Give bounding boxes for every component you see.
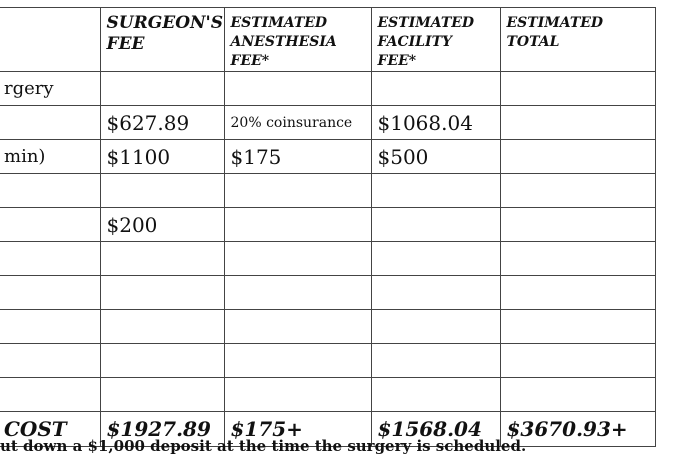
table-cell (500, 276, 655, 310)
deposit-note: ut down a $1,000 deposit at the time the surgery is scheduled. (0, 437, 527, 455)
table-cell: $1100 (100, 140, 224, 174)
table-cell (224, 344, 371, 378)
total-surgeon-fee: $1927.89 (100, 412, 224, 447)
table-cell (0, 310, 100, 344)
table-cell: rgery (0, 72, 100, 106)
header-cell (0, 8, 100, 72)
table-row (0, 72, 655, 106)
table-cell (100, 276, 224, 310)
header-cell: ESTIMATED FACILITY FEE* (371, 8, 500, 72)
table-cell: $200 (100, 208, 224, 242)
table-cell: min) (0, 140, 100, 174)
table-cell (500, 174, 655, 208)
table-cell (224, 310, 371, 344)
header-row (0, 8, 655, 72)
table-cell (224, 72, 371, 106)
fee-estimate-table (0, 7, 656, 447)
table-cell: $175 (224, 140, 371, 174)
table-row (0, 276, 655, 310)
table-cell (100, 378, 224, 412)
table-cell: $627.89 (100, 106, 224, 140)
table-cell (500, 140, 655, 174)
table-cell (371, 72, 500, 106)
table-cell (100, 72, 224, 106)
table-cell (371, 276, 500, 310)
table-row (0, 106, 655, 140)
table-cell (371, 310, 500, 344)
table-cell (500, 208, 655, 242)
table-cell (500, 344, 655, 378)
table-cell (371, 174, 500, 208)
table-cell (100, 174, 224, 208)
table-cell (500, 310, 655, 344)
total-anesthesia-fee: $175+ (224, 412, 371, 447)
table-row (0, 378, 655, 412)
table-cell (100, 242, 224, 276)
table-row (0, 310, 655, 344)
table-cell: 20% coinsurance (224, 106, 371, 140)
total-label: COST (0, 412, 100, 447)
header-cell: ESTIMATED TOTAL (500, 8, 655, 72)
table-cell (500, 378, 655, 412)
table-cell (224, 208, 371, 242)
table-cell (0, 242, 100, 276)
table-cell (224, 276, 371, 310)
table-row (0, 140, 655, 174)
table-row (0, 208, 655, 242)
table-cell (100, 310, 224, 344)
total-facility-fee: $1568.04 (371, 412, 500, 447)
table-row (0, 242, 655, 276)
table-cell (0, 174, 100, 208)
table-cell (371, 344, 500, 378)
table-cell: $1068.04 (371, 106, 500, 140)
table-cell (371, 208, 500, 242)
header-cell: ESTIMATED ANESTHESIA FEE* (224, 8, 371, 72)
table-cell (371, 378, 500, 412)
table-cell (0, 378, 100, 412)
table-cell (100, 344, 224, 378)
table-cell (0, 276, 100, 310)
table-cell (500, 242, 655, 276)
table-cell (500, 72, 655, 106)
table-row (0, 344, 655, 378)
total-estimated: $3670.93+ (500, 412, 655, 447)
table-cell (224, 378, 371, 412)
table-cell: $500 (371, 140, 500, 174)
header-cell: SURGEON'S FEE (100, 8, 224, 72)
table-row (0, 174, 655, 208)
table-cell (371, 242, 500, 276)
table-cell (0, 106, 100, 140)
table-cell (0, 344, 100, 378)
table-cell (224, 174, 371, 208)
table-cell (0, 208, 100, 242)
table-cell (500, 106, 655, 140)
table-cell (224, 242, 371, 276)
